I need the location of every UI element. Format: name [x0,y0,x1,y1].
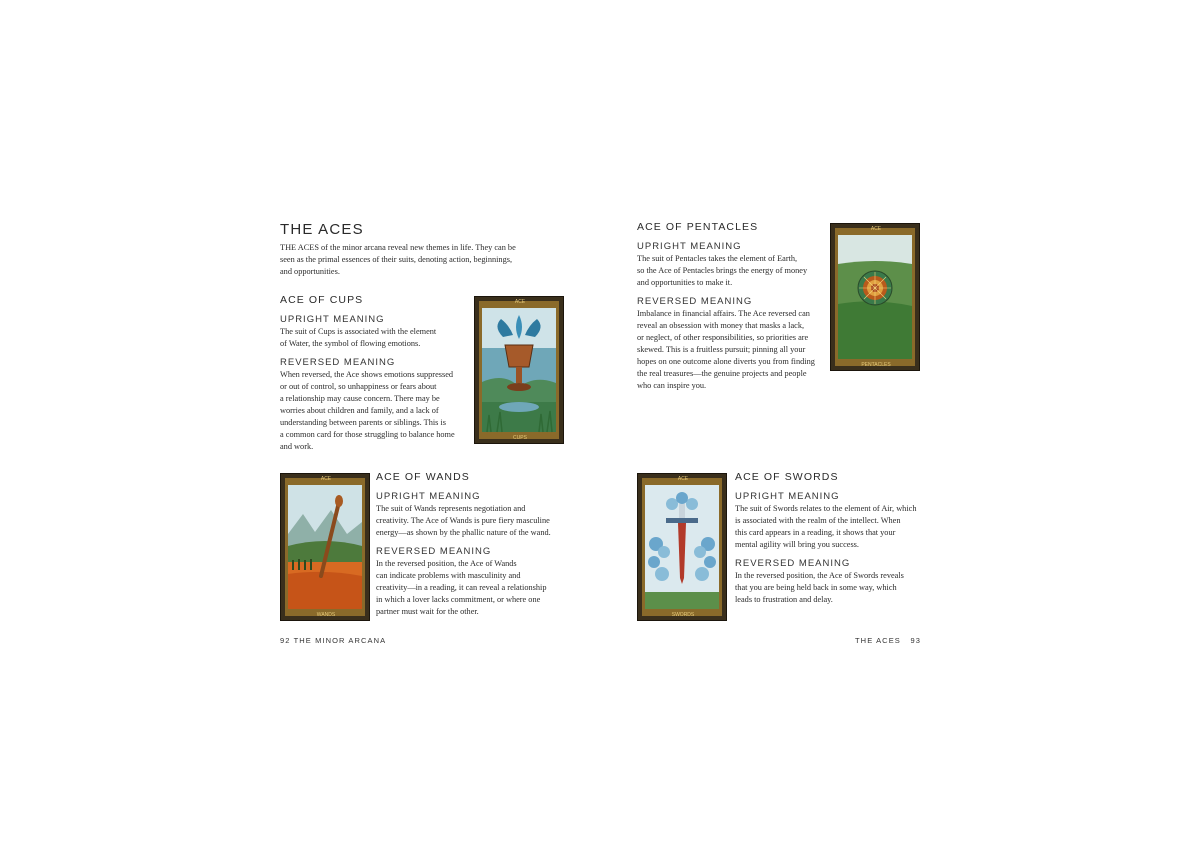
ace-of-pentacles-heading: ACE OF PENTACLES [637,221,759,233]
intro-text: THE ACES of the minor arcana reveal new themes in life. They can be seen as the primal essences of their suits, denoting action, beginnings, and opportunities. [280,243,516,276]
pentacles-reversed-heading: REVERSED MEANING [637,296,753,307]
pentacles-reversed-text: Imbalance in financial affairs. The Ace reversed can reveal an obsession with money that masks a lack, or neglect, of other responsibilities, so priorities are skewed. This is a fruitless pursuit; pinning all your hopes on one outcome alone diverts you from finding the real treasures—the genuine projects and people who can inspire you. [637,309,815,390]
cups-reversed-text: When reversed, the Ace shows emotions suppressed or out of control, so unhappiness or fears about a relationship may cause concern. There may be worries about children and family, and a lack of understanding between parents or siblings. This is a common card for those struggling to balance home and work. [280,370,455,451]
page-title: THE ACES [280,221,364,238]
ace-of-cups-card-image [474,296,564,444]
swords-card-label: SWORDS [671,612,695,618]
pentacles-upright-heading: UPRIGHT MEANING [637,241,742,252]
pentacles-upright-text: The suit of Pentacles takes the element of Earth, so the Ace of Pentacles brings the energy of money and opportunities to make it. [637,254,808,287]
wands-card-label: WANDS [316,612,336,618]
swords-card-top: ACE [677,476,689,482]
swords-upright-heading: UPRIGHT MEANING [735,491,840,502]
ace-of-wands-card-image [280,473,370,621]
cups-upright-heading: UPRIGHT MEANING [280,314,385,325]
cups-reversed-heading: REVERSED MEANING [280,357,396,368]
cups-card-top: ACE [514,299,526,305]
left-folio: 92 THE MINOR ARCANA [280,636,387,645]
wands-upright-heading: UPRIGHT MEANING [376,491,481,502]
right-folio: THE ACES 93 [855,636,921,645]
pentacles-card-top: ACE [870,226,882,232]
swords-upright-text: The suit of Swords relates to the element of Air, which is associated with the realm of the intellect. When this card appears in a reading, it shows that your mental agility will bring you success. [735,504,917,549]
swords-reversed-text: In the reversed position, the Ace of Swords reveals that you are being held back in some way, which leads to frustration and delay. [735,571,904,604]
ace-of-wands-heading: ACE OF WANDS [376,471,470,483]
ace-of-cups-heading: ACE OF CUPS [280,294,364,306]
swords-reversed-heading: REVERSED MEANING [735,558,851,569]
pentacles-card-label: PENTACLES [861,362,891,368]
ace-of-swords-heading: ACE OF SWORDS [735,471,839,483]
ace-of-swords-card-image [637,473,727,621]
wands-reversed-heading: REVERSED MEANING [376,546,492,557]
wands-reversed-text: In the reversed position, the Ace of Wands can indicate problems with masculinity and creativity—in a reading, it can reveal a relationship in which a lover lacks commitment, or where one partner must wait for the other. [376,559,547,616]
cups-upright-text: The suit of Cups is associated with the element of Water, the symbol of flowing emotions. [280,327,437,348]
wands-upright-text: The suit of Wands represents negotiation and creativity. The Ace of Wands is pure fiery masculine energy—as shown by the phallic nature of the wand. [376,504,551,537]
cups-card-label: CUPS [513,435,527,441]
wands-card-top: ACE [320,476,332,482]
ace-of-pentacles-card-image [830,223,920,371]
